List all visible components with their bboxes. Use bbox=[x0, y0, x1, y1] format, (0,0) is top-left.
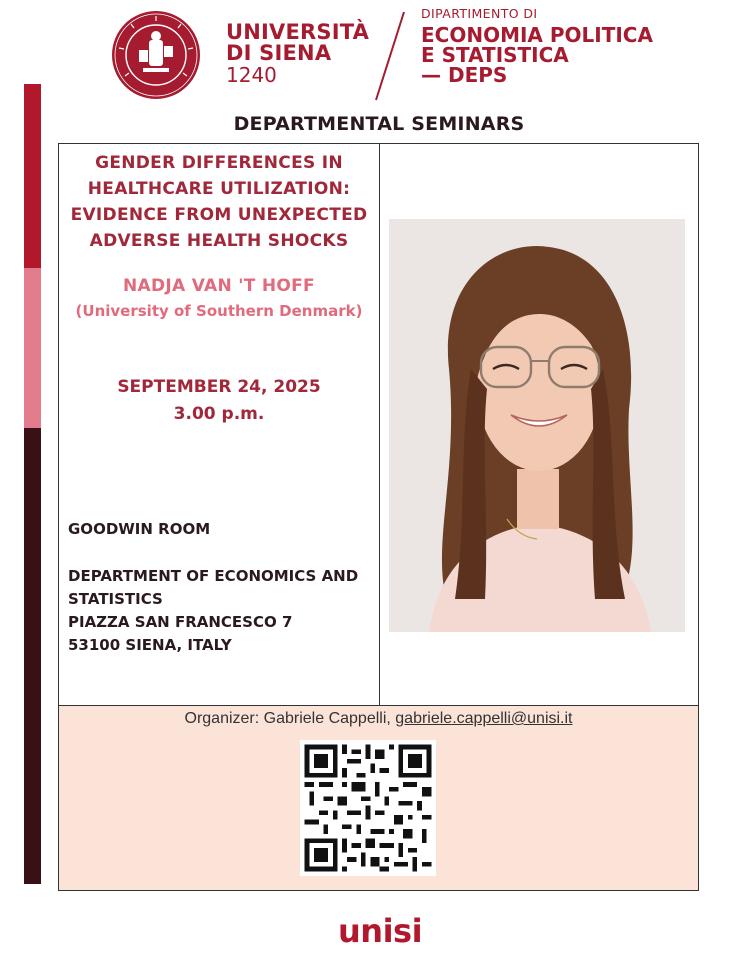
organizer-line bbox=[58, 710, 699, 728]
decorative-bar-red bbox=[24, 84, 41, 268]
seminar-time: 3.00 p.m. bbox=[173, 404, 265, 424]
organizer-label: Organizer: Gabriele Cappelli, bbox=[184, 710, 396, 727]
seminar-title-line: ADVERSE HEALTH SHOCKS bbox=[89, 231, 349, 251]
university-name-line2: DI SIENA bbox=[226, 41, 332, 65]
row-divider bbox=[59, 705, 698, 706]
venue-room: GOODWIN ROOM bbox=[68, 520, 211, 538]
unisi-logo: unisi bbox=[338, 912, 423, 950]
seminar-date: SEPTEMBER 24, 2025 bbox=[117, 377, 321, 397]
department-name-line3: — DEPS bbox=[421, 62, 508, 87]
seminar-title-line: EVIDENCE FROM UNEXPECTED bbox=[70, 205, 368, 225]
university-seal-logo bbox=[111, 10, 201, 100]
venue-address bbox=[68, 565, 368, 657]
logo-divider-slash bbox=[370, 10, 410, 102]
department-name bbox=[421, 8, 653, 85]
speaker-name: NADJA VAN 'T HOFF bbox=[123, 276, 315, 296]
address-line: PIAZZA SAN FRANCESCO 7 bbox=[68, 613, 293, 631]
university-name bbox=[226, 22, 369, 85]
university-name-line1: UNIVERSITÀ bbox=[226, 20, 370, 44]
address-line: 53100 SIENA, ITALY bbox=[68, 636, 232, 654]
column-divider bbox=[379, 144, 380, 705]
university-founding-year: 1240 bbox=[226, 63, 277, 87]
speaker-photo bbox=[389, 219, 685, 632]
department-name-line2: E STATISTICA bbox=[421, 42, 569, 67]
seminar-title-line: GENDER DIFFERENCES IN bbox=[95, 153, 343, 173]
department-name-line1: ECONOMIA POLITICA bbox=[421, 22, 653, 47]
speaker-affiliation: (University of Southern Denmark) bbox=[75, 302, 363, 320]
department-label: DIPARTIMENTO DI bbox=[421, 6, 538, 21]
seminar-title-line: HEALTHCARE UTILIZATION: bbox=[87, 179, 351, 199]
section-title: DEPARTMENTAL SEMINARS bbox=[233, 113, 525, 135]
decorative-bar-maroon bbox=[24, 428, 41, 884]
qr-code[interactable] bbox=[300, 740, 436, 876]
seminar-title bbox=[60, 150, 378, 254]
organizer-email-link[interactable]: gabriele.cappelli@unisi.it bbox=[395, 710, 573, 727]
address-line: STATISTICS bbox=[68, 590, 163, 608]
address-line: DEPARTMENT OF ECONOMICS AND bbox=[68, 567, 359, 585]
decorative-bar-pink bbox=[24, 268, 41, 428]
